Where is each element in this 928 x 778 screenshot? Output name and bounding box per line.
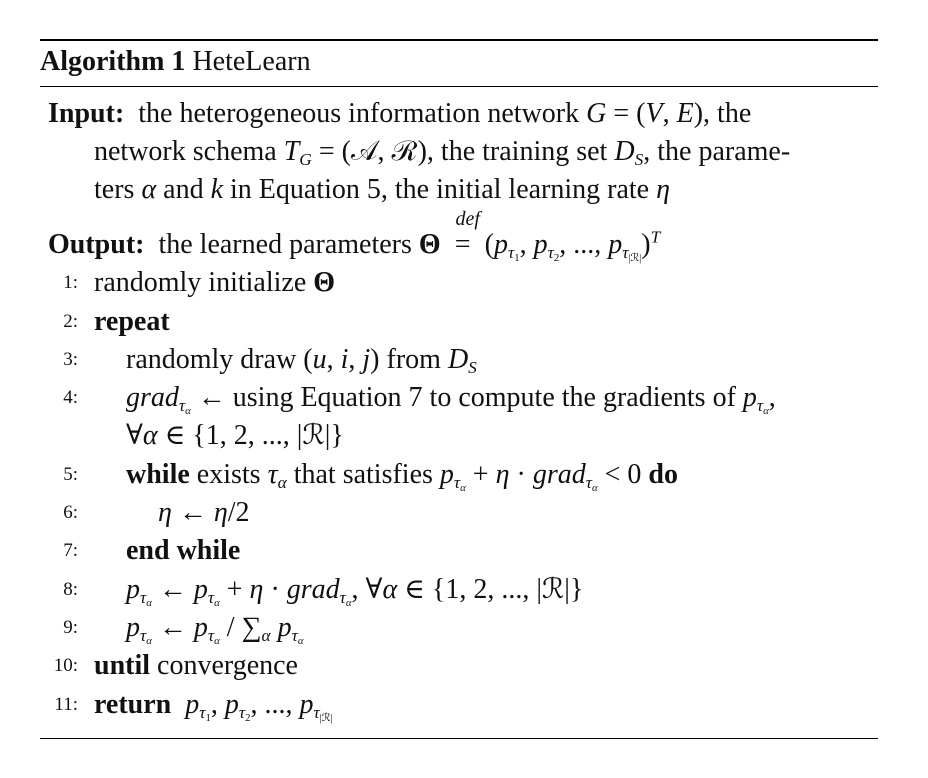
step-number: 7: — [63, 540, 78, 561]
output-label: Output: — [48, 229, 145, 260]
bottom-rule — [40, 738, 878, 739]
step-10 — [0, 647, 928, 685]
step-5: 5: while exists $\tau_\alpha$ that satisfies $p_{\tau_\alpha} + \eta$ · grad$_{\tau_\alpha}$ < 0 do — [0, 456, 928, 494]
step-number: 4: — [63, 387, 78, 408]
step-number: 5: — [63, 464, 78, 485]
step-11: 11: return $p_{\tau_1}$, $p_{\tau_2}$, ..., $p_{\tau_{|ℛ|}}$ — [0, 686, 928, 724]
output-line: Output: the learned parameters Θ def = ($p_{\tau_1}$, $p_{\tau_2}$, ..., $p_{\tau_{|ℛ|}})^T$ — [48, 208, 661, 265]
keyword-end-while: end while — [126, 535, 241, 566]
top-rule — [40, 39, 878, 41]
step-number: 3: — [63, 349, 78, 370]
step-7 — [0, 532, 928, 570]
algorithm-caption — [40, 44, 311, 80]
keyword-do: do — [648, 459, 678, 490]
input-line-1: Input: the heterogeneous information network G = (V, E), the — [48, 98, 752, 129]
input-line-3: ters α and k in Equation 5, the initial learning rate η — [94, 174, 671, 205]
step-1: 1: randomly initialize Θ — [0, 264, 928, 302]
keyword-while: while — [126, 459, 190, 490]
algorithm-name: HeteLearn — [192, 46, 311, 77]
step-number: 2: — [63, 311, 78, 332]
step-9: 9: $p_{\tau_\alpha}$ ← $p_{\tau_\alpha} / \sum_\alpha$ $p_{\tau_\alpha}$ — [0, 609, 928, 647]
step-3: 3: randomly draw (u, i, j) from $D_S$ — [0, 341, 928, 379]
until-condition: convergence — [157, 650, 298, 681]
input-label: Input: — [48, 98, 125, 129]
step-number: 10: — [53, 655, 78, 676]
step-number: 9: — [63, 617, 78, 638]
step-4: 4: grad$_{\tau_\alpha}$ ← using Equation 7 to compute the gradients of $p_{\tau_\alpha}$, — [0, 379, 928, 417]
keyword-until: until — [94, 650, 151, 681]
keyword-return: return — [94, 689, 172, 720]
step-2 — [0, 303, 928, 341]
step-8: 8: $p_{\tau_\alpha}$ ← $p_{\tau_\alpha} + \eta$ · grad$_{\tau_\alpha}$, ∀α ∈ {1, 2, ..., |ℛ|} — [0, 571, 928, 609]
step-number: 11: — [54, 694, 78, 715]
keyword-repeat: repeat — [94, 306, 170, 337]
step-number: 6: — [63, 502, 78, 523]
step-6: 6: η ← η/2 — [0, 494, 928, 532]
step-4-continuation: ∀α ∈ {1, 2, ..., |ℛ|} — [126, 420, 344, 451]
step-number: 8: — [63, 579, 78, 600]
caption-rule — [40, 86, 878, 87]
step-number: 1: — [63, 272, 78, 293]
input-line-2: network schema $T_G$ = (𝒜, ℛ), the training set $D_S$, the parame- — [94, 136, 791, 170]
algorithm-label: Algorithm 1 — [40, 46, 186, 77]
